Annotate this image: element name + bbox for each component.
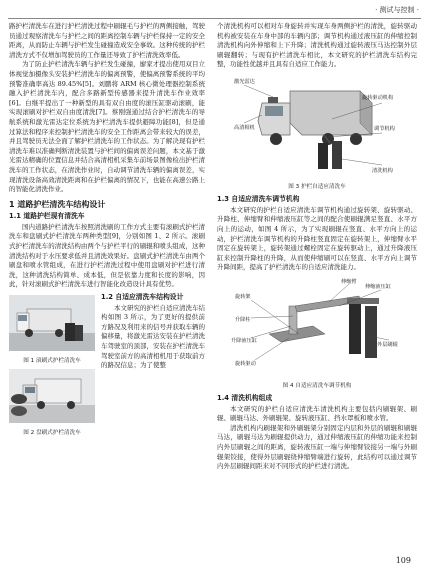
left-column [9,22,205,443]
figure-3 [232,73,402,192]
side-figures [9,295,95,441]
paragraph: 清洗机构内刷辊架和外刷辊架分别固定内层和外层的刷辊和刷辊马达，刷辊马达为刷辊提供动力，通过伸缩液压缸的伸缩功能来控制内外层刷辊之间的距离，旋转液压缸一端与伸缩臂铰接另一端与外刷辊架铰接，使得外层刷辊绕伸缩臂端进行旋转，此结构可以通过调节内外层刷辊间距来对不同形式的护栏进行清洗。 [217,423,417,471]
paragraph: 为了防止护栏清洗车辆与护栏发生碰撞，廖家才提出使用双目立体视觉加摄像头安装护栏清洗车的偏离预警，使偏离预警系统的平均预警准确率高达 89.45%[5]。刘鹏将 ARM 核心微处理器控制系统融入护栏清洗车内，配合多路新型传感器来提升清洗车作业效率[6]。白继平提出了一种新型的具有双自由度的滚压缸驱动滚刷，能实现滚刷对护栏双自由度清洗[7]。蔡刚强通过结合护栏清洗车的导航系统和激光雷达定位系统为护栏清洗车提供避障功能[8]，但是通过算法和程序来控制护栏清洗车的安全工作距离会带来较大的误差，并且驾驶员无法全面了解护栏清洗车的工作状态。为了解决现有护栏清洗车难以准确判断清洗装置与护栏间的偏离误差问题，本文基于激光雷达精确的位置信息并结合高清相机采集车前场景图像检出护栏清洗车的工作状态，在清洗作业时，自动调节清洗车辆的偏离误差，实现清洗设备高效清洗距离和在护栏偏离的情况下，也能在高速公路上的智能化清洗作业。 [9,60,205,194]
fig4-label-outer-roller: 外层刷辊 [377,341,398,348]
figure-4-image [229,276,405,376]
paragraph: 个清洗机构可以相对车身旋转并实现车身两侧护栏的清洗，旋转驱动机构被安装在车身中部的车辆内部；调节机构通过液压缸的伸缩控制清洗机构向外伸缩和上下升降；清洗机构通过旋转液压马达控制外层刷辊翻转；与现有护栏清洗车相比，本文研究的护栏清洗车结构完整，功能性优越并且具有自适应工作能力。 [217,22,417,69]
paragraph: 本文研究的护栏自适应清洗车调节机构通过旋转架、旋转驱动、升降柱、伸缩臂和伸缩液压缸等之间的配合使刷辊满足竖直、水平方向上的运动，如图 4 所示，为了实现刷辊在竖直、水平方向上的运动，护栏清洗车调节机构的升降柱竖直固定在旋转架上，伸缩臂水平固定在旋转架上，旋转架通过螺栓固定在旋转驱动上，通过升降液压缸来控制升降柱的升降，从而使伸缩刷可以在竖直、水平方向上调节升降间距，提高了护栏清洗车的自适应清洗能力。 [217,205,417,272]
fig4-label-lift-cyl: 升降液压缸 [231,337,257,344]
figure-3-caption: 图 3 护栏自适应清洗车 [288,183,346,190]
fig3-label-lidar: 激光雷达 [234,78,255,85]
paragraph: 路护栏清洗车在进行护栏清洗过程中刷辊毛与护栏的两侧接触，驾驶员通过观察清洗车与护栏之间的距离控制车辆与护栏保持一定的安全距离，从而防止车辆与护栏发生碰撞造成安全事故。这种传统的护栏清洗方式不仅增加驾驶员的工作量还导致了护栏清洗效率低。 [9,22,205,59]
figure-2-image [9,369,95,423]
header-rule [8,18,421,19]
subsection-title: 1.4 清洗机构组成 [217,394,273,403]
figure-4-caption: 图 4 自适应清洗车调节机构 [282,382,352,389]
page-number: 109 [395,556,411,565]
right-column [217,22,417,472]
figure-4 [229,276,405,391]
paragraph: 本文研究的护栏自适应清洗车清洗机构主要包括内刷辊架、刷辊、刷辊马达、外刷辊架、旋转液压缸、挡水罩板和喷水管。 [217,404,417,423]
paragraph: 本文研究的护栏自适应清洗车结构如图 3 所示，为了更好的提供前方路况及利用来的信号并获取车辆的偏移量，将激光雷达安装在护栏清洗车驾驶室的顶部，安装在护栏清洗车驾驶室前方的高清相机用于获取前方的路况信息；为了使整 [101,303,205,370]
figure-2-caption: 图 2 盘刷式护栏清洗车 [23,429,81,436]
fig3-label-adjust: 调节机构 [374,125,395,132]
section-label: · 测试与控制 · [375,6,419,14]
subsection-title: 1.2 自适应清洗车结构设计 [101,293,184,302]
figure-wrap-block [9,293,205,436]
figure-3-image [232,73,402,177]
fig3-label-rotation: 旋转驱动机构 [362,94,394,101]
subsection-title: 1.3 自适应清洗车调节机构 [217,195,300,204]
figure-1-image [9,295,95,351]
page-header [0,0,427,18]
paragraph: 国内道路护栏清洗车按照清洗刷的工作方式主要有滚刷式护栏清洗车和盘刷式护栏清洗车两种类型[9]，分别如图 1、2 所示。滚刷式护栏清洗车的清洗结构由两个与护栏平行的刷辊和喷头组成，这种清洗结构对于水压要求低并且清洗效果好。盘刷式护栏清洗车由两个刷盘和喷水管组成，在进行护栏清洗过程中使用盘刷对护栏进行清洗，这种清洗结构简单、成本低，但是依靠力度和长度的影响，因此，针对滚刷式护栏清洗车进行智能化改造设计具有优势。 [9,222,205,289]
fig4-label-rot-drive: 旋转驱动 [235,360,256,367]
subsection-title: 1.1 道路护栏现有清洗车 [9,212,85,221]
figure-1-caption: 图 1 滚刷式护栏清洗车 [23,357,81,364]
section-title: 1 道路护栏清洗车结构设计 [9,199,106,209]
fig3-label-cleaning: 清洗机构 [372,167,393,174]
fig4-label-arm: 伸缩臂 [341,278,357,285]
fig4-label-column: 升降柱 [235,316,251,323]
fig4-label-ext-cyl: 伸缩液压缸 [365,283,391,290]
fig4-label-frame: 旋转架 [235,293,251,300]
fig3-label-camera: 高清相机 [234,124,255,131]
